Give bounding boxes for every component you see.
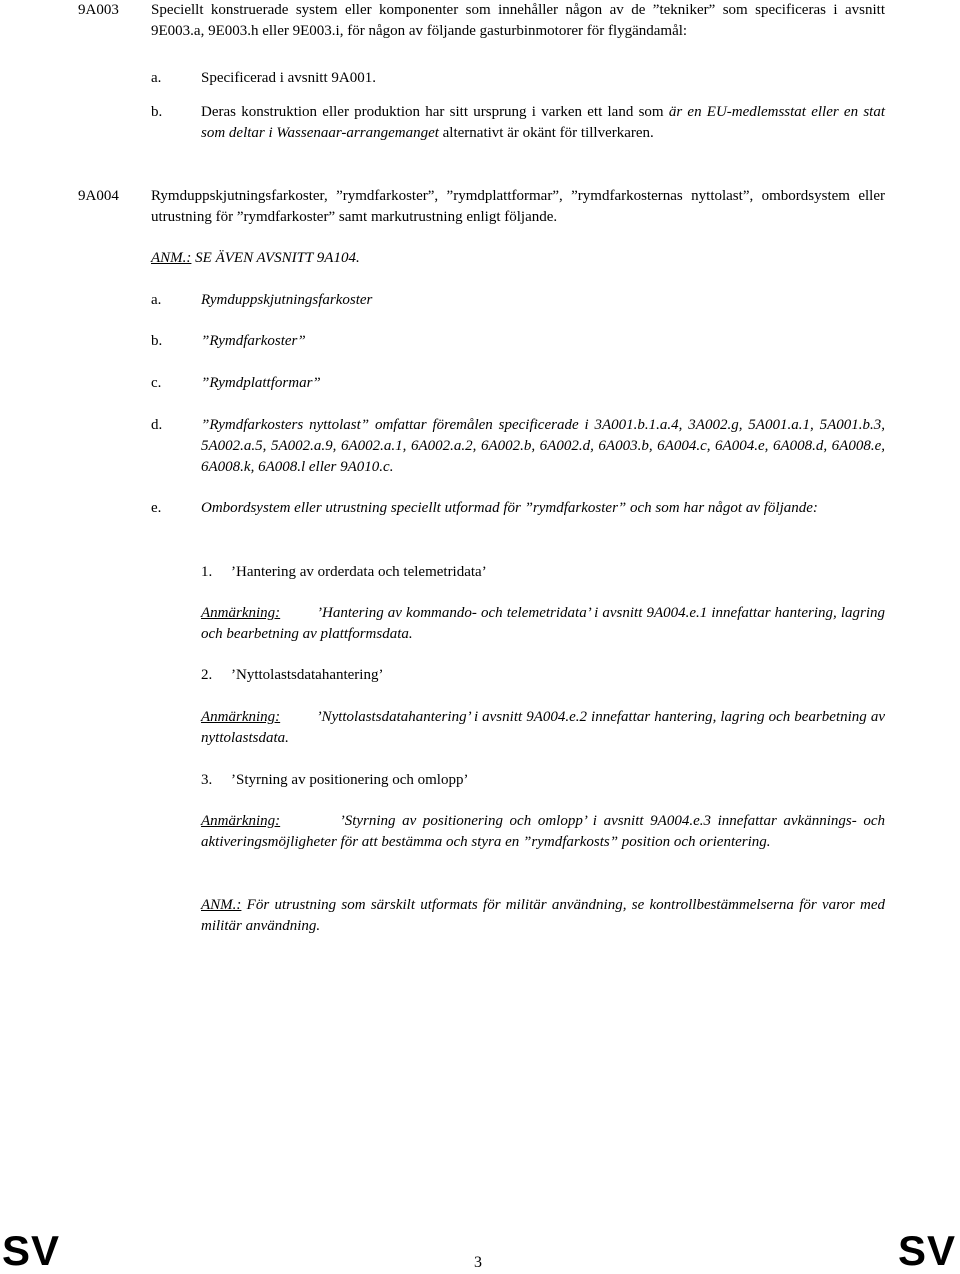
anm-note-9a004 [151,248,360,269]
subitem-3-title-text: ’Styrning av positionering och omlopp’ [231,772,469,788]
subitem-3-num: 3. [201,772,213,788]
item-text-9a003-b-part1: Deras konstruktion eller produktion har sitt ursprung i varken ett land som [201,104,669,120]
entry-code-9a003: 9A003 [78,2,119,18]
subitem-3-note-label: Anmärkning: [201,813,281,829]
item-label-9a004-b: b. [151,333,163,349]
item-text-9a004-b: ”Rymdfarkoster” [201,333,306,349]
subitem-1-title [201,562,885,583]
item-label-9a003-b: b. [151,104,163,120]
item-text-9a004-e: Ombordsystem eller utrustning speciellt utformad för ”rymdfarkoster” och som har något av följande: [201,500,818,516]
subitem-1-num: 1. [201,564,213,580]
subitem-3-note [201,811,885,853]
anm-text: SE ÄVEN AVSNITT 9A104. [191,250,360,266]
item-text-9a003-b-part2: alternativt är okänt för tillverkaren. [438,125,654,141]
final-anm-text: För utrustning som särskilt utformats för militär användning, se kontrollbestämmelserna för varor med militär användning. [201,897,885,934]
subitem-2-note-label: Anmärkning: [201,709,281,725]
page-number: 3 [474,1254,482,1271]
item-label-9a004-d: d. [151,417,163,433]
subitem-2-note [201,707,885,749]
subitem-2-num: 2. [201,667,213,683]
subitem-1-note-text: ’Hantering av kommando- och telemetridata’ i avsnitt 9A004.e.1 innefattar hantering, lagring och bearbetning av plattformsdata. [201,605,886,642]
item-text-9a003-b-italic: är en EU-medlemsstat eller en stat som deltar i Wassenaar-arrangemanget [201,104,885,141]
subitem-3-note-text: ’Styrning av positionering och omlopp’ i avsnitt 9A004.e.3 innefattar avkännings- och aktiveringsmöjligheter för att bestämma och styra en ”rymdfarkosts” position och orientering. [201,813,885,850]
item-text-9a004-d: ”Rymdfarkosters nyttolast” omfattar föremålen specificerade i 3A001.b.1.a.4, 3A002.g, 5A001.a.1, 5A001.b.3, 5A002.a.5, 5A002.a.9, 6A002.a.1, 6A002.a.2, 6A002.b, 6A002.d, 6A003.b, 6A004.c, 6A004.e, 6A008.d, 6A008.e, 6A008.k, 6A008.l eller 9A010.c. [201,417,885,475]
entry-9a003-intro: Speciellt konstruerade system eller komponenter som innehåller någon av de ”tekniker” som specificeras i avsnitt 9E003.a, 9E003.h eller 9E003.i, för någon av följande gasturbinmotorer för flygändamål: [151,2,885,39]
footer-lang-right: SV [897,1227,956,1274]
footer-lang-left: SV [2,1227,61,1274]
subitem-1-title-text: ’Hantering av orderdata och telemetridata’ [231,564,487,580]
item-label-9a004-c: c. [151,375,162,391]
subitem-3-title [201,770,885,791]
entry-9a004-intro: Rymduppskjutningsfarkoster, ”rymdfarkoster”, ”rymdplattformar”, ”rymdfarkosternas nyttolast”, ombordsystem eller utrustning för ”rymdfarkoster” samt markutrustning enligt följande. [151,188,885,225]
item-text-9a004-a: Rymduppskjutningsfarkoster [201,292,373,308]
entry-code-9a004: 9A004 [78,188,119,204]
final-anm-note [201,895,885,937]
anm-label: ANM.: [151,250,192,266]
subitem-2-note-text: ’Nyttolastsdatahantering’ i avsnitt 9A004.e.2 innefattar hantering, lagring och bearbetning av nyttolastsdata. [201,709,885,746]
subitem-1-note-label: Anmärkning: [201,605,281,621]
subitem-2-title [201,665,885,686]
item-text-9a004-c: ”Rymdplattformar” [201,375,321,391]
item-label-9a004-a: a. [151,292,162,308]
subitem-1-note [201,603,885,645]
item-label-9a003-a: a. [151,70,162,86]
item-text-9a003-b [201,102,885,144]
item-label-9a004-e: e. [151,500,162,516]
item-text-9a003-a: Specificerad i avsnitt 9A001. [201,70,376,86]
subitem-2-title-text: ’Nyttolastsdatahantering’ [231,667,384,683]
final-anm-label: ANM.: [201,897,242,913]
